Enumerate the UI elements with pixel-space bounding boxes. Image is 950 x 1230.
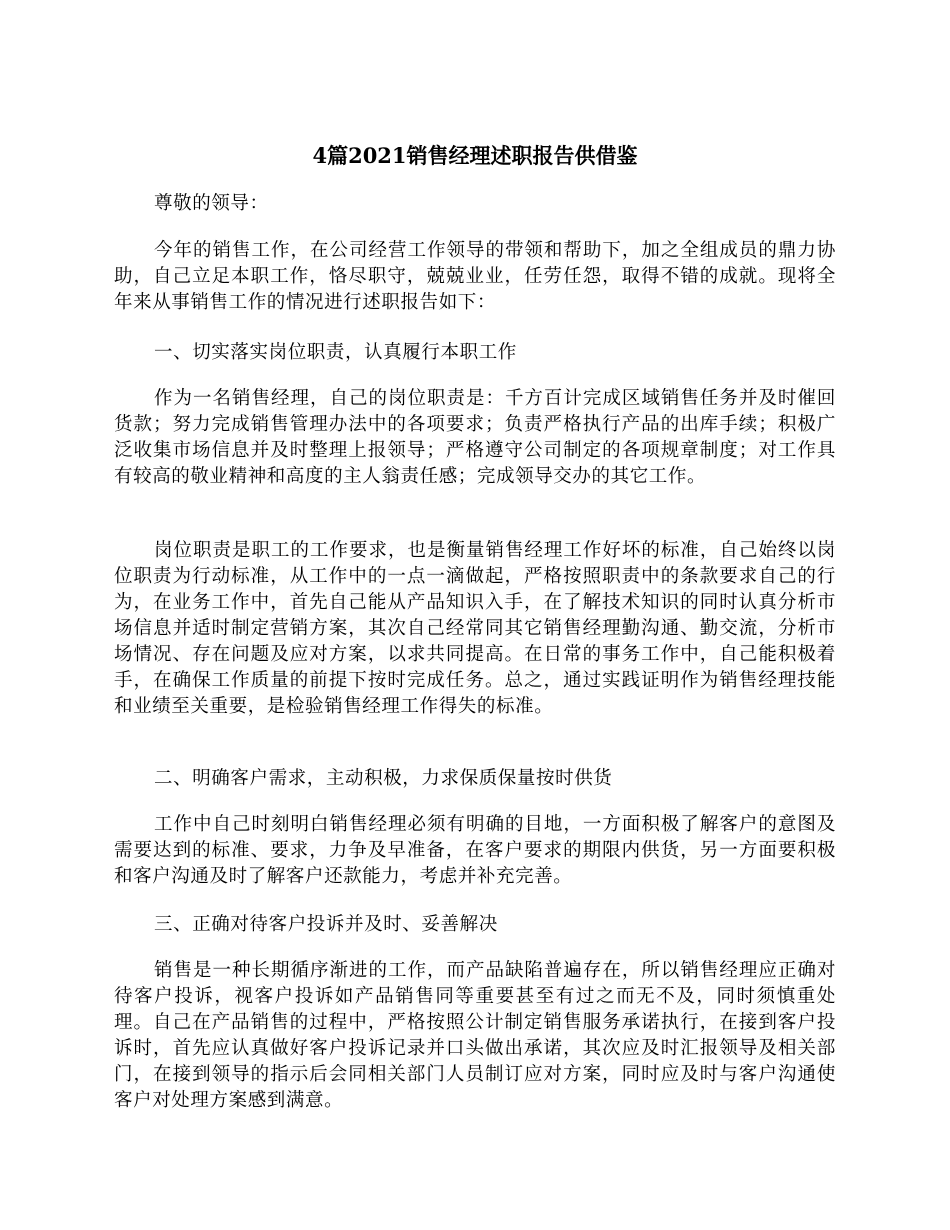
section-heading-3: 三、正确对待客户投诉并及时、妥善解决 bbox=[154, 914, 498, 935]
paragraph-job-standards: 岗位职责是职工的工作要求，也是衡量销售经理工作好坏的标准，自己始终以岗位职责为行动标准，从工作中的一点一滴做起，严格按照职责中的条款要求自己的行为，在业务工作中，首先自己能从产品知识入手，在了解技术知识的同时认真分析市场信息并适时制定营销方案，其次自己经常同其它销售经理勤沟通、勤交流，分析市场情况、存在问题及应对方案，以求共同提高。在日常的事务工作中，自己能积极着手，在确保工作质量的前提下按时完成任务。总之，通过实践证明作为销售经理技能和业绩至关重要，是检验销售经理工作得失的标准。 bbox=[114, 540, 836, 717]
paragraph-customer-needs: 工作中自己时刻明白销售经理必须有明确的目地，一方面积极了解客户的意图及需要达到的标准、要求，力争及早准备，在客户要求的期限内供货，另一方面要积极和客户沟通及时了解客户还款能力，考虑并补充完善。 bbox=[114, 814, 836, 887]
section-heading-1: 一、切实落实岗位职责，认真履行本职工作 bbox=[154, 342, 517, 363]
salutation: 尊敬的领导： bbox=[154, 193, 269, 214]
intro-paragraph: 今年的销售工作，在公司经营工作领导的带领和帮助下，加之全组成员的鼎力协助，自己立足本职工作，恪尽职守，兢兢业业，任劳任怨，取得不错的成就。现将全年来从事销售工作的情况进行述职报告如下： bbox=[114, 240, 836, 313]
paragraph-customer-complaints: 销售是一种长期循序渐进的工作，而产品缺陷普遍存在，所以销售经理应正确对待客户投诉，视客户投诉如产品销售同等重要甚至有过之而无不及，同时须慎重处理。自己在产品销售的过程中，严格按照公计制定销售服务承诺执行，在接到客户投诉时，首先应认真做好客户投诉记录并口头做出承诺，其次应及时汇报领导及相关部门，在接到领导的指示后会同相关部门人员制订应对方案，同时应及时与客户沟通使客户对处理方案感到满意。 bbox=[114, 960, 836, 1111]
document-title: 4篇2021销售经理述职报告供借鉴 bbox=[312, 143, 638, 168]
section-heading-2: 二、明确客户需求，主动积极，力求保质保量按时供货 bbox=[154, 768, 613, 789]
paragraph-job-duties: 作为一名销售经理，自己的岗位职责是：千方百计完成区域销售任务并及时催回货款；努力完成销售管理办法中的各项要求；负责严格执行产品的出库手续；积极广泛收集市场信息并及时整理上报领导；严格遵守公司制定的各项规章制度；对工作具有较高的敬业精神和高度的主人翁责任感；完成领导交办的其它工作。 bbox=[114, 388, 836, 487]
